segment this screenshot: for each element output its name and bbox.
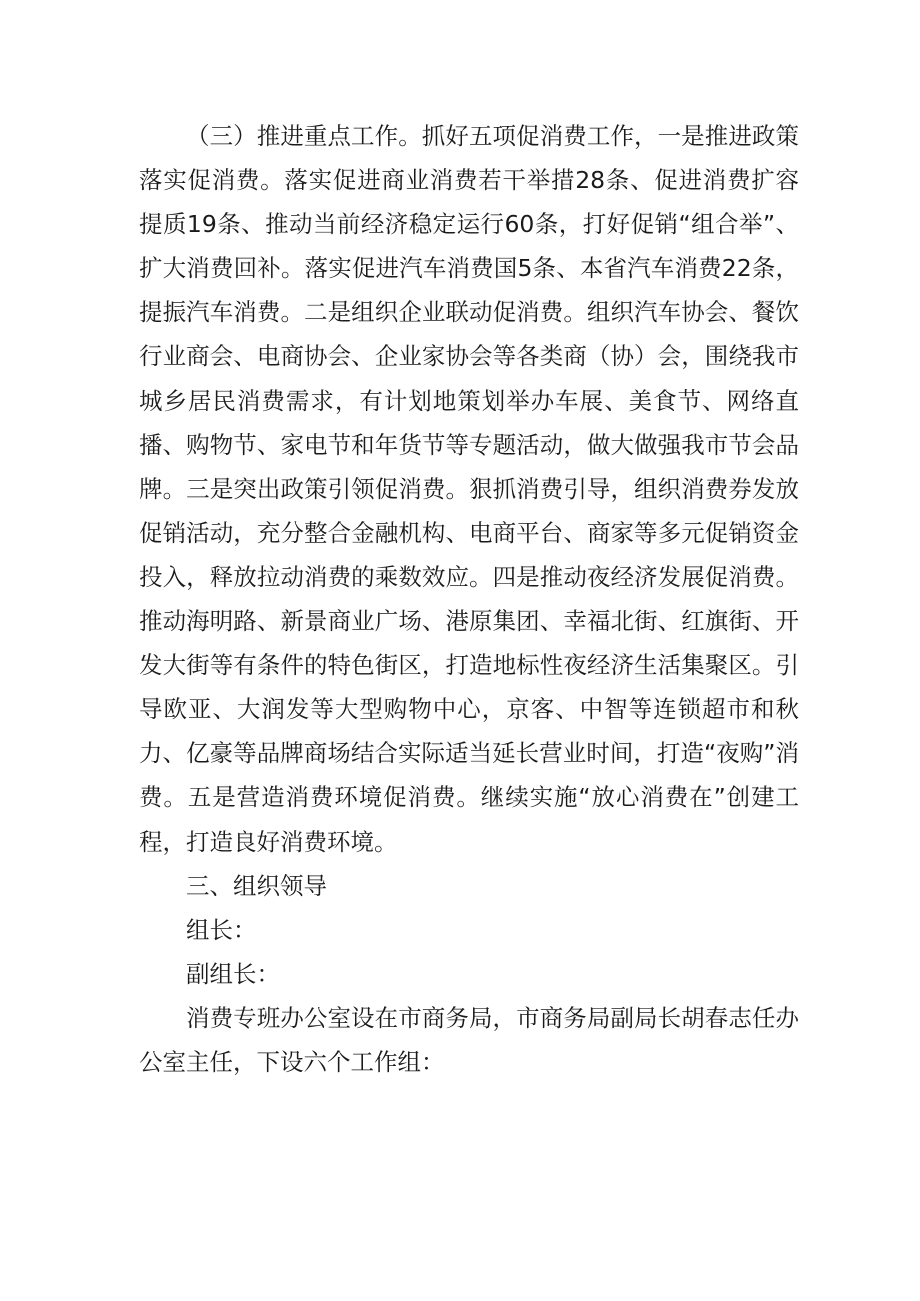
document-body xyxy=(139,114,799,1084)
paragraph-key-work: （三）推进重点工作。抓好五项促消费工作，一是推进政策落实促消费。落实促进商业消费若干举措28条、促进消费扩容提质19条、推动当前经济稳定运行60条，打好促销“组合举”、扩大消费回补。落实促进汽车消费国5条、本省汽车消费22条，提振汽车消费。二是组织企业联动促消费。组织汽车协会、餐饮行业商会、电商协会、企业家协会等各类商（协）会，围绕我市城乡居民消费需求，有计划地策划举办车展、美食节、网络直播、购物节、家电节和年货节等专题活动，做大做强我市节会品牌。三是突出政策引领促消费。狠抓消费引导，组织消费券发放促销活动，充分整合金融机构、电商平台、商家等多元促销资金投入，释放拉动消费的乘数效应。四是推动夜经济发展促消费。推动海明路、新景商业广场、港原集团、幸福北街、红旗街、开发大街等有条件的特色街区，打造地标性夜经济生活集聚区。引导欧亚、大润发等大型购物中心，京客、中智等连锁超市和秋力、亿豪等品牌商场结合实际适当延长营业时间，打造“夜购”消费。五是营造消费环境促消费。继续实施“放心消费在”创建工程，打造良好消费环境。 xyxy=(139,122,799,856)
paragraph-group-leader: 组长： xyxy=(186,915,257,944)
section-heading-organization: 三、组织领导 xyxy=(186,871,327,900)
paragraph-office-setup: 消费专班办公室设在市商务局，市商务局副局长胡春志任办公室主任，下设六个工作组： xyxy=(139,1003,799,1076)
paragraph-deputy-group-leader: 副组长： xyxy=(186,959,280,988)
